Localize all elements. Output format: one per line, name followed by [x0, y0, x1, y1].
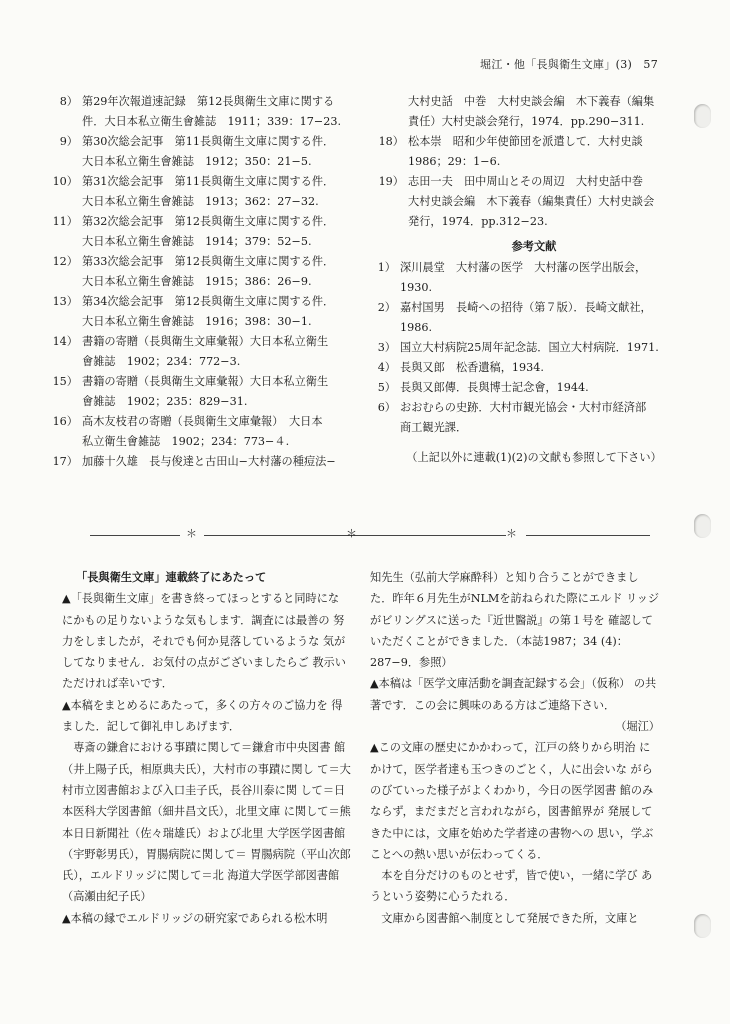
afterword-paragraph: ▲この文庫の歴史にかかわって，江戸の終りから明治 にかけて，医学者達も玉つきのごとく，人に出会いな がらのびていった様子がよくわかり，今日の医学図書 館のみならず，まだまだと言われながら，図書館界が 発展してきた中には，文庫を始めた学者達の書物への 思い，学ぶことへの熱い思いが伝わってくる． — [370, 741, 654, 861]
reference-line: 高木友枝君の寄贈（長與衛生文庫彙報） 大日本 — [82, 415, 323, 428]
reference-line: 大日本私立衛生會雑誌 1912；350：21−5. — [82, 155, 312, 168]
afterword-title: 「長與衛生文庫」連載終了にあたって — [76, 570, 267, 584]
reference-item — [48, 172, 364, 212]
references-right-column — [374, 92, 694, 468]
reference-line: 會雑誌 1902；235：829−31. — [82, 395, 248, 408]
reference-number: 1） — [377, 261, 396, 274]
binder-hole-top — [694, 104, 711, 128]
reference-number: 2） — [377, 301, 396, 314]
reference-item — [48, 332, 364, 372]
reference-line: 長與又郎傳．長與博士記念會，1944. — [400, 381, 589, 394]
reference-line: 大村史談会編 木下義春（編集責任）大村史談会 — [408, 195, 655, 208]
afterword-paragraph: ▲本稿をまとめるにあたって，多くの方々のご協力を 得ました．記して御礼申しあげます． — [62, 698, 343, 734]
bibliography-heading: 参考文献 — [511, 239, 557, 253]
reference-number: 12） — [52, 255, 78, 268]
reference-line: 大村史話 中巻 大村史談会編 木下義春（編集 — [408, 95, 655, 108]
author-signature: （堀江） — [615, 720, 660, 734]
reference-line: 大日本私立衛生會雑誌 1913；362：27−32. — [82, 195, 319, 208]
reference-number: 19） — [378, 175, 404, 188]
reference-item — [48, 292, 364, 332]
reference-line: 第34次総会記事 第12長與衛生文庫に関する件． — [82, 295, 335, 308]
divider-star: ＊ — [186, 527, 197, 540]
reference-line: 第31次総会記事 第11長與衛生文庫に関する件． — [82, 175, 335, 188]
reference-line: 嘉村国男 長崎への招待（第７版）．長崎文献社， — [400, 301, 652, 314]
reference-line: 責任）大村史談会発行，1974．pp.290−311. — [408, 115, 645, 128]
references-left-column — [48, 92, 364, 472]
reference-number: 14） — [52, 335, 78, 348]
reference-number: 8） — [59, 95, 78, 108]
divider-star: ＊ — [346, 527, 357, 540]
reference-item — [48, 132, 364, 172]
reference-17-continued — [374, 92, 694, 132]
reference-line: 1986；29：1−6. — [408, 155, 501, 168]
reference-line: 第30次総会記事 第11長與衛生文庫に関する件． — [82, 135, 335, 148]
reference-item — [374, 132, 694, 172]
divider-star: ＊ — [506, 527, 517, 540]
reference-list-left — [48, 92, 364, 472]
reference-item — [374, 378, 694, 398]
reference-number: 16） — [52, 415, 78, 428]
reference-item — [48, 452, 364, 472]
reference-item — [374, 398, 694, 438]
reference-line: 第29年次報道速記録 第12長與衛生文庫に関する — [82, 95, 335, 108]
section-divider — [90, 528, 650, 542]
reference-line: 1986. — [400, 321, 433, 334]
reference-line: 志田一夫 田中周山とその周辺 大村史話中巻 — [408, 175, 643, 188]
afterword-right-column — [370, 567, 660, 929]
reference-line: 商工観光課． — [400, 421, 468, 434]
reference-line: 1930. — [400, 281, 433, 294]
binder-hole-middle — [694, 514, 711, 538]
reference-line: 大日本私立衛生會雑誌 1914；379：52−5. — [82, 235, 312, 248]
running-header: 堀江・他「長與衛生文庫」(3) 57 — [480, 58, 658, 71]
reference-line: 大日本私立衛生會雑誌 1916；398：30−1. — [82, 315, 312, 328]
reference-item — [374, 172, 694, 232]
reference-number: 3） — [377, 341, 396, 354]
afterword-left-column — [62, 567, 352, 929]
reference-line: 加藤十久雄 長与俊達と古田山−大村藩の種痘法− — [82, 455, 336, 468]
reference-line: おおむらの史跡．大村市観光協会・大村市経済部 — [400, 401, 647, 414]
afterword-paragraph: ▲本稿の縁でエルドリッジの研究家であられる松木明 — [62, 911, 328, 925]
reference-line: 第33次総会記事 第12長與衛生文庫に関する件． — [82, 255, 335, 268]
reference-item — [374, 338, 694, 358]
reference-item — [48, 412, 364, 452]
reference-line: 発行，1974．pp.312−23. — [408, 215, 548, 228]
reference-number: 18） — [378, 135, 404, 148]
reference-line: 大日本私立衛生會雑誌 1915；386：26−9. — [82, 275, 312, 288]
reference-item — [374, 258, 694, 298]
afterword-paragraph: ▲「長與衛生文庫」を書き終ってほっとすると同時にな にかもの足りないような気もします．調査には最善の 努力をしましたが，それでも何か見落しているような 気がしてなりません．お気付の点がございましたらご 教示いただければ幸いです． — [62, 592, 346, 691]
reference-line: 国立大村病院25周年記念誌．国立大村病院．1971. — [400, 341, 659, 354]
reference-line: 書籍の寄贈（長與衛生文庫彙報）大日本私立衛生 — [82, 335, 329, 348]
reference-number: 9） — [59, 135, 78, 148]
reference-number: 17） — [52, 455, 78, 468]
reference-item — [374, 298, 694, 338]
reference-number: 15） — [52, 375, 78, 388]
afterword-paragraph: 本を自分だけのものとせず，皆で使い，一緒に学び あうという姿勢に心うたれる． — [370, 869, 653, 904]
reference-line: 書籍の寄贈（長與衛生文庫彙報）大日本私立衛生 — [82, 375, 329, 388]
reference-number: 11） — [52, 215, 78, 228]
reference-item — [48, 92, 364, 132]
reference-number: 13） — [52, 295, 78, 308]
afterword-paragraph: 文庫から図書館へ制度として発展できた所，文庫と — [381, 911, 639, 925]
reference-line: 深川晨堂 大村藩の医学 大村藩の医学出版会， — [400, 261, 647, 274]
reference-number: 10） — [52, 175, 78, 188]
reference-item — [48, 372, 364, 412]
reference-line: 松本崇 昭和少年使節団を派遣して．大村史談 — [408, 135, 643, 148]
afterword-paragraph: ▲本稿は「医学文庫活動を調査記録する会」（仮称） の共著です．この会に興味のある方はご連絡下さい． — [370, 677, 657, 712]
afterword-paragraph: 知先生（弘前大学麻酔科）と知り合うことができまし た．昨年６月先生がNLMを訪ねられた際にエルド リッジがビリングスに送った『近世醫説』の第１号を 確認していただくことができました．（本誌1987；34 (4)：287−9．参照） — [370, 571, 660, 670]
reference-item — [48, 252, 364, 292]
reference-line: 私立衛生會雑誌 1902；234：773−４. — [82, 435, 290, 448]
reference-line: 長與又郎 松香遺稿，1934. — [400, 361, 544, 374]
bibliography-note: （上記以外に連載(1)(2)の文献も参照して下さい） — [406, 451, 662, 464]
acknowledgements-paragraph: 専斎の鎌倉における事蹟に関して＝鎌倉市中央図書 館（井上陽子氏，相原典夫氏），大村市の事蹟に関し て＝大村市立図書館および入口圭子氏，長谷川泰に関 して＝日本医科大学図書館（細井昌文氏），北里文庫 に関して＝熊本日日新聞社（佐々瑞雄氏）および北里 大学医学図書館（宇野彰男氏），胃腸病院に関して＝ 胃腸病院（平山次郎氏），エルドリッジに関して＝北 海道大学医学部図書館（高瀬由紀子氏） — [62, 741, 351, 904]
bibliography-list — [374, 258, 694, 438]
reference-list-right — [374, 132, 694, 232]
reference-line: 件．大日本私立衛生會雑誌 1911；339：17−23. — [82, 115, 342, 128]
reference-item — [48, 212, 364, 252]
reference-number: 4） — [377, 361, 396, 374]
reference-number: 5） — [377, 381, 396, 394]
reference-line: 會雑誌 1902；234：772−3. — [82, 355, 241, 368]
binder-hole-bottom — [694, 914, 711, 938]
reference-number: 6） — [377, 401, 396, 414]
reference-line: 第32次総会記事 第12長與衛生文庫に関する件． — [82, 215, 335, 228]
reference-item — [374, 358, 694, 378]
